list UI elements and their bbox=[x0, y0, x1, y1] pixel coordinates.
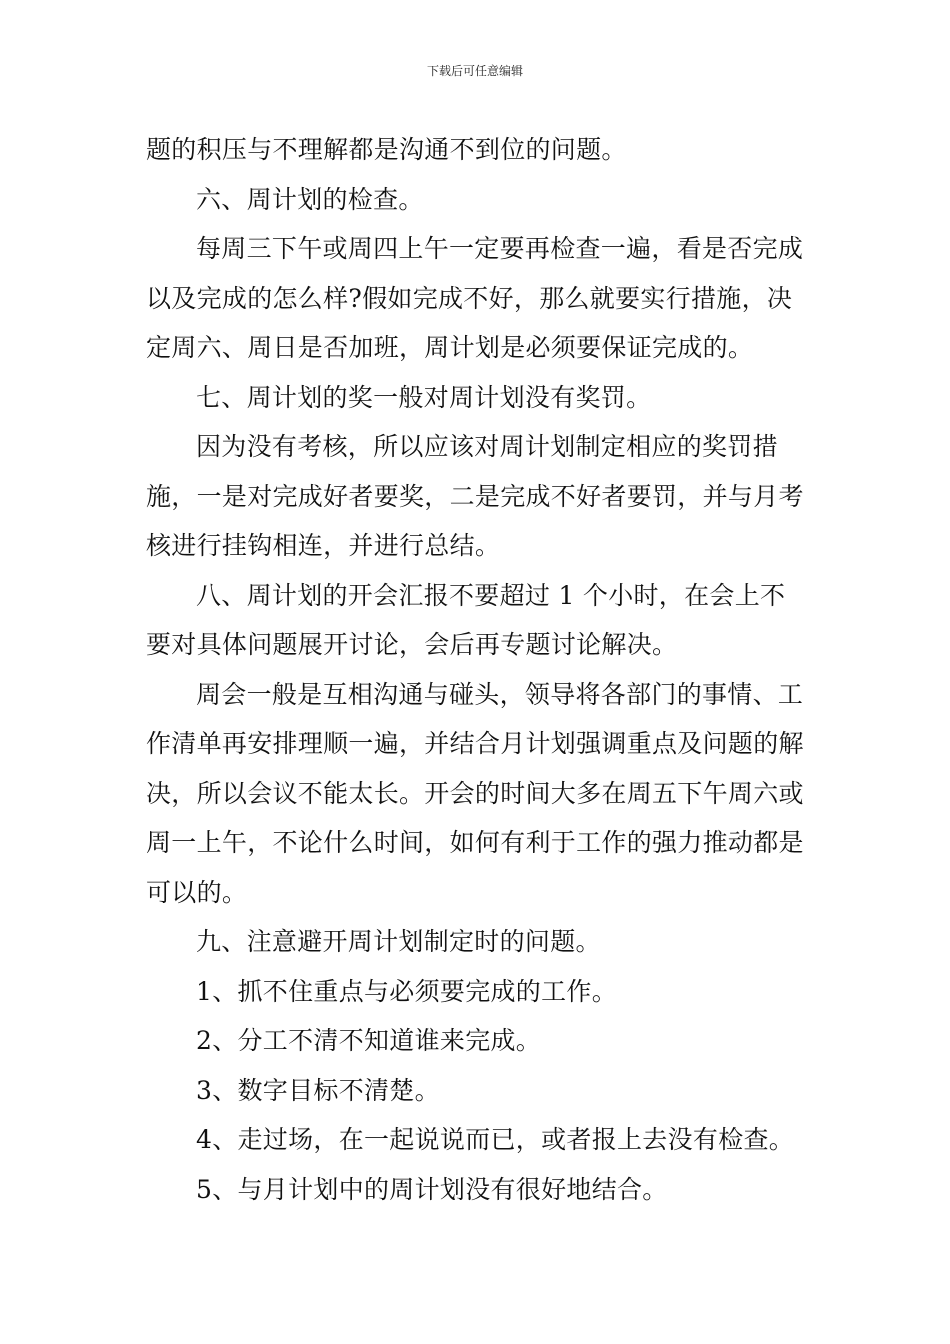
paragraph: 周会一般是互相沟通与碰头，领导将各部门的事情、工作清单再安排理顺一遍，并结合月计划强调重点及问题的解决，所以会议不能太长。开会的时间大多在周五下午周六或周一上午，不论什么时间，如何有利于工作的强力推动都是可以的。 bbox=[146, 679, 804, 907]
page-header: 下载后可任意编辑 bbox=[426, 64, 523, 78]
section-heading: 七、周计划的奖一般对周计划没有奖罚。 bbox=[196, 382, 652, 412]
section-heading: 八、周计划的开会汇报不要超过 1 个小时，在会上不要对具体问题展开讨论，会后再专题讨论解决。 bbox=[146, 580, 786, 659]
document-body bbox=[146, 125, 806, 1214]
list-item: 3、数字目标不清楚。 bbox=[196, 1075, 440, 1105]
paragraph: 因为没有考核，所以应该对周计划制定相应的奖罚措施，一是对完成好者要奖，二是完成不好者要罚，并与月考核进行挂钩相连，并进行总结。 bbox=[146, 432, 804, 560]
list-item: 5、与月计划中的周计划没有很好地结合。 bbox=[196, 1174, 668, 1204]
section-heading: 九、注意避开周计划制定时的问题。 bbox=[196, 927, 601, 956]
list-item: 1、抓不住重点与必须要完成的工作。 bbox=[196, 976, 618, 1006]
list-item: 2、分工不清不知道谁来完成。 bbox=[196, 1026, 542, 1055]
paragraph: 每周三下午或周四上午一定要再检查一遍，看是否完成以及完成的怎么样?假如完成不好，那么就要实行措施，决定周六、周日是否加班，周计划是必须要保证完成的。 bbox=[146, 234, 804, 362]
paragraph: 题的积压与不理解都是沟通不到位的问题。 bbox=[146, 135, 627, 164]
list-item: 4、走过场，在一起说说而已，或者报上去没有检查。 bbox=[196, 1125, 795, 1154]
section-heading: 六、周计划的检查。 bbox=[196, 184, 424, 214]
